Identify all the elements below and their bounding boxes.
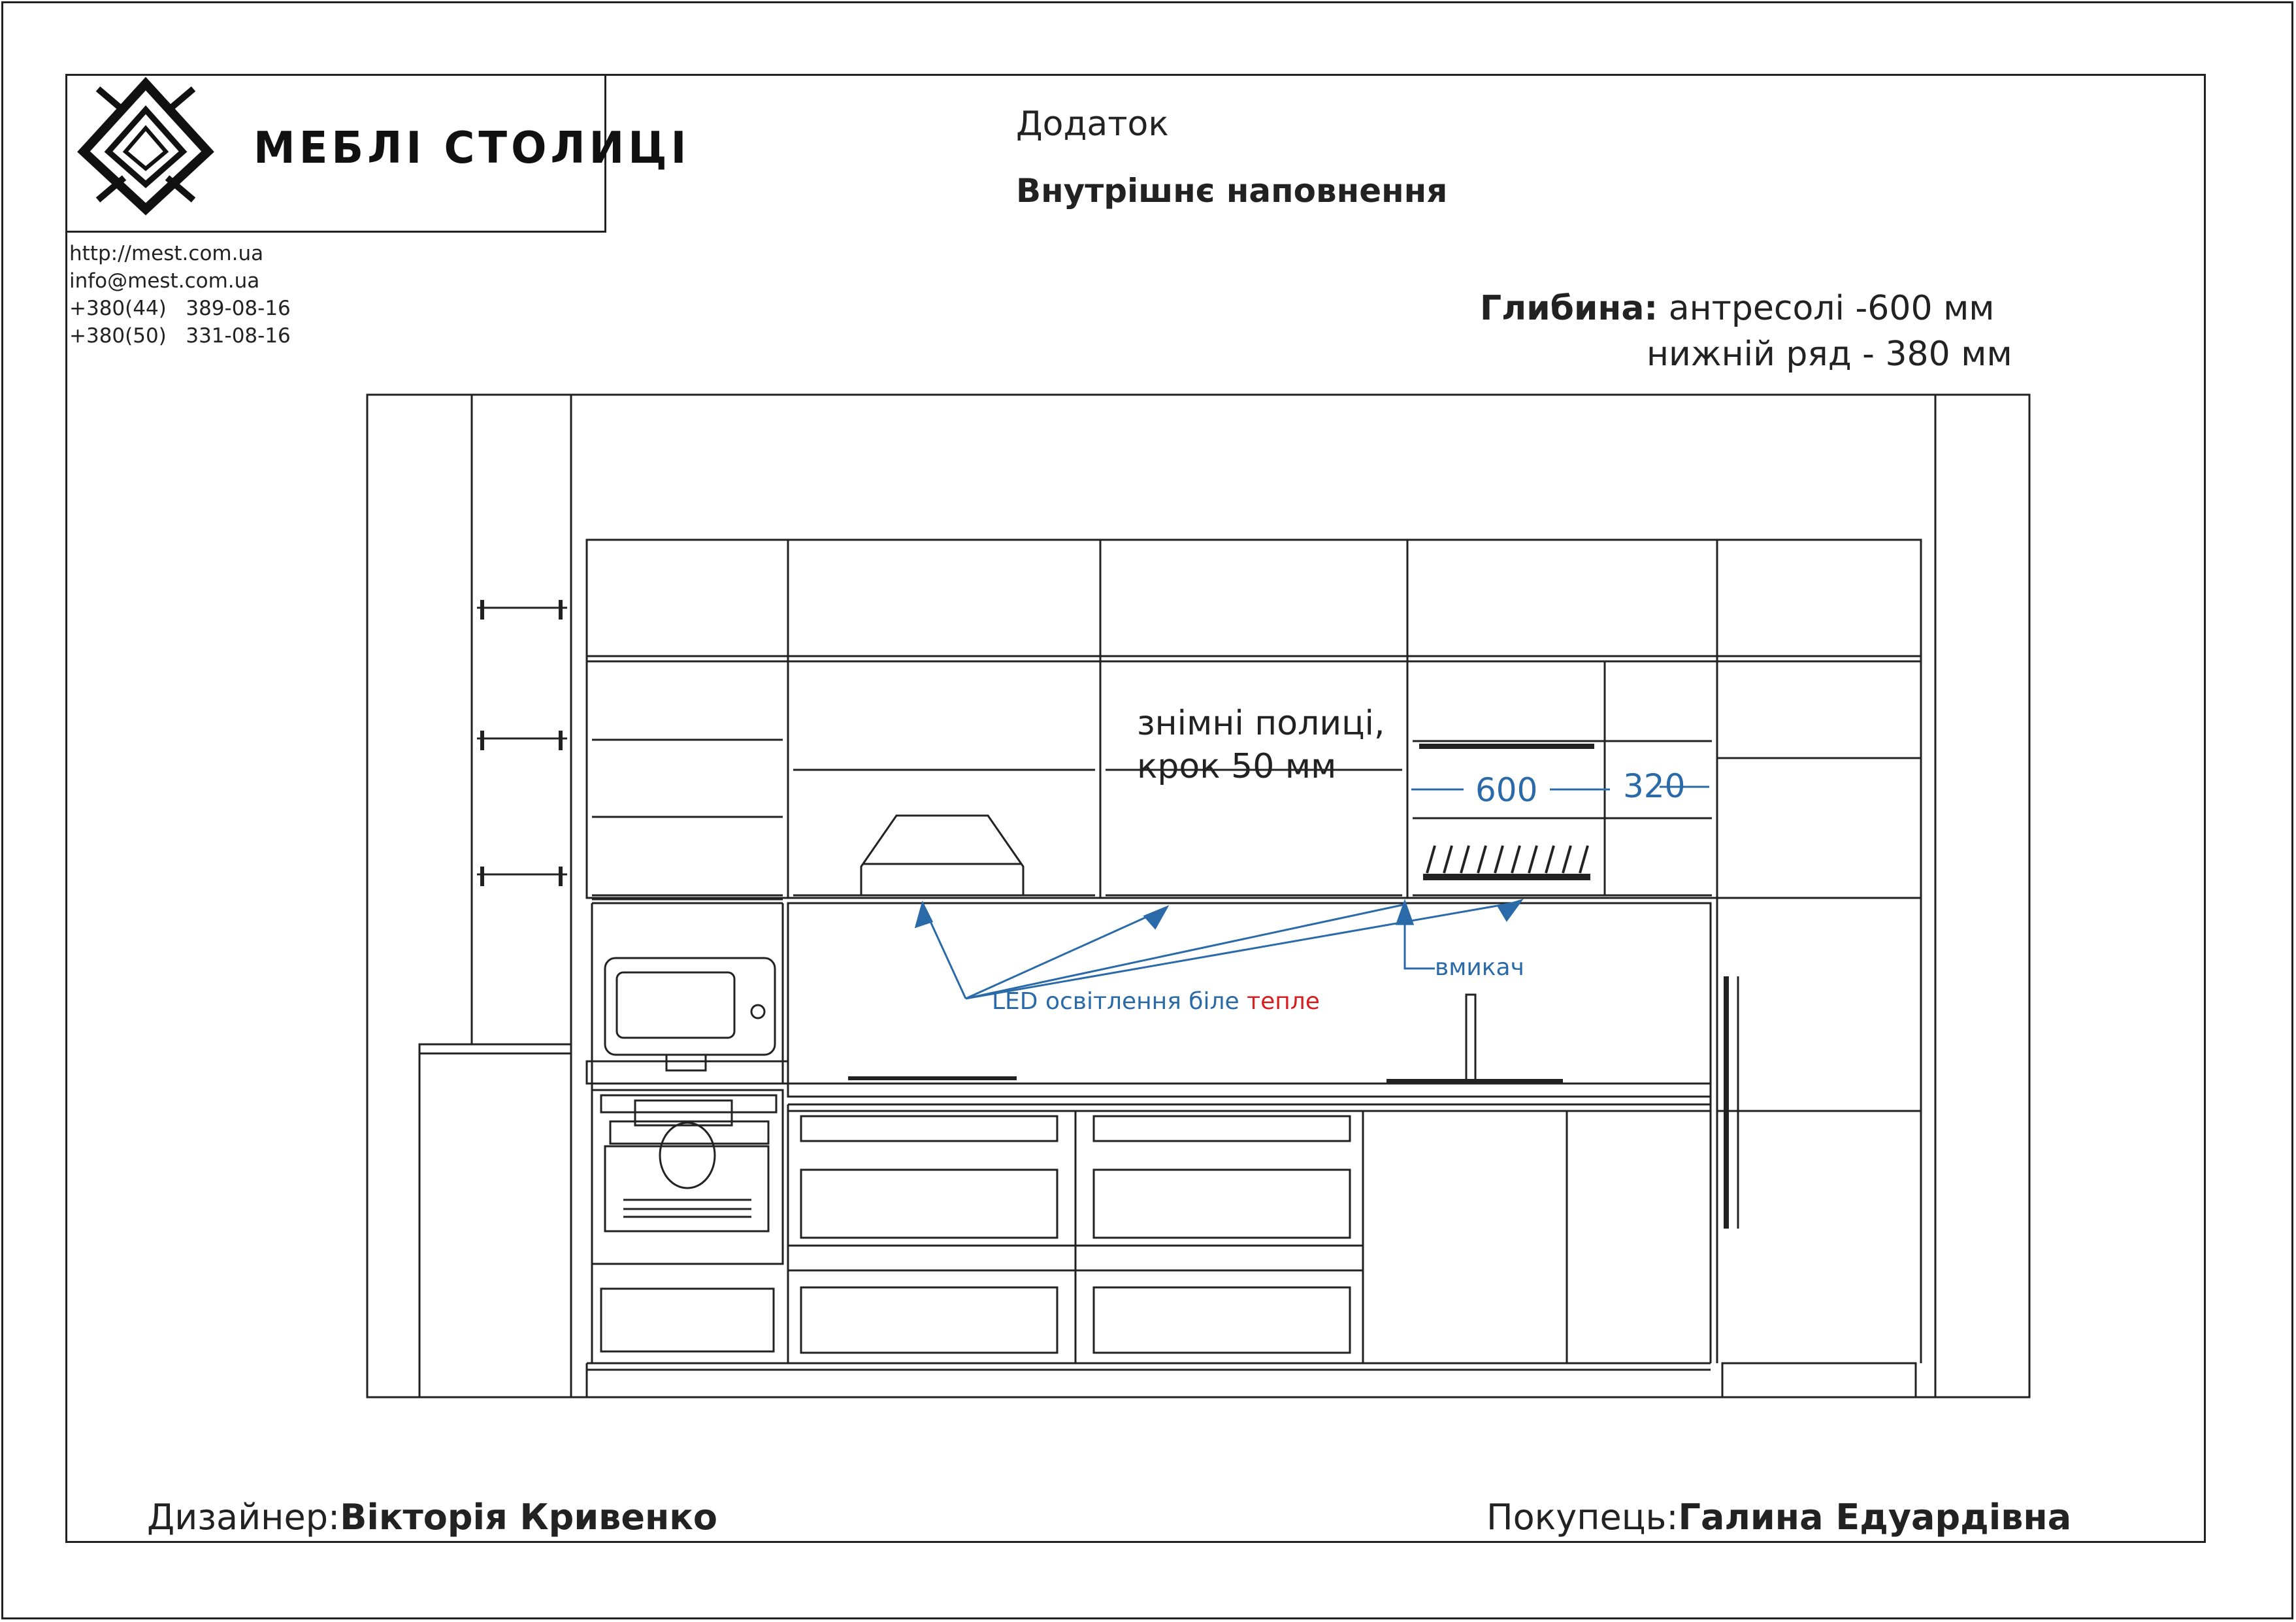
wall-rail-hooks — [477, 600, 567, 886]
dimension-600: 600 — [1475, 771, 1538, 809]
logo-icon — [84, 84, 208, 209]
page-title: Внутрішнє наповнення — [1016, 172, 1448, 210]
shelves-note-line1: знімні полиці, — [1137, 704, 1385, 743]
depth-lower-row: нижній ряд - 380 мм — [1647, 335, 2012, 374]
buyer-credit — [1486, 1497, 2071, 1538]
kitchen-cabinets — [367, 395, 2029, 1397]
contact-phone-2: +380(50) 331-08-16 — [69, 324, 291, 348]
faucet-icon — [1466, 995, 1475, 1081]
contact-email[interactable]: info@mest.com.ua — [69, 269, 260, 293]
contact-website[interactable]: http://mest.com.ua — [69, 242, 264, 265]
designer-label: Дизайнер: — [147, 1497, 340, 1538]
microwave-icon — [605, 958, 775, 1070]
buyer-name: Галина Едуардівна — [1678, 1497, 2072, 1538]
buyer-label: Покупець: — [1486, 1497, 1679, 1538]
oven-icon — [592, 1090, 783, 1264]
depth-label: Глибина: — [1480, 289, 1658, 328]
brand-name: МЕБЛІ СТОЛИЦІ — [254, 123, 691, 174]
dimension-320: 320 — [1623, 767, 1686, 805]
annotations — [992, 704, 1685, 1015]
contact-phone-1: +380(44) 389-08-16 — [69, 297, 291, 320]
appendix-label: Додаток — [1016, 105, 1169, 144]
switch-label: вмикач — [1435, 954, 1524, 981]
led-label — [992, 988, 1320, 1015]
designer-name: Вікторія Кривенко — [340, 1497, 718, 1538]
range-hood-icon — [861, 816, 1023, 895]
depth-mezzanine — [1480, 289, 1995, 328]
shelves-note-line2: крок 50 мм — [1137, 747, 1337, 786]
led-label-warm: тепле — [1247, 988, 1320, 1015]
designer-credit — [147, 1497, 717, 1538]
led-label-main: LED освітлення біле — [992, 988, 1247, 1015]
depth-mezzanine-value: антресолі -600 мм — [1658, 289, 1995, 328]
